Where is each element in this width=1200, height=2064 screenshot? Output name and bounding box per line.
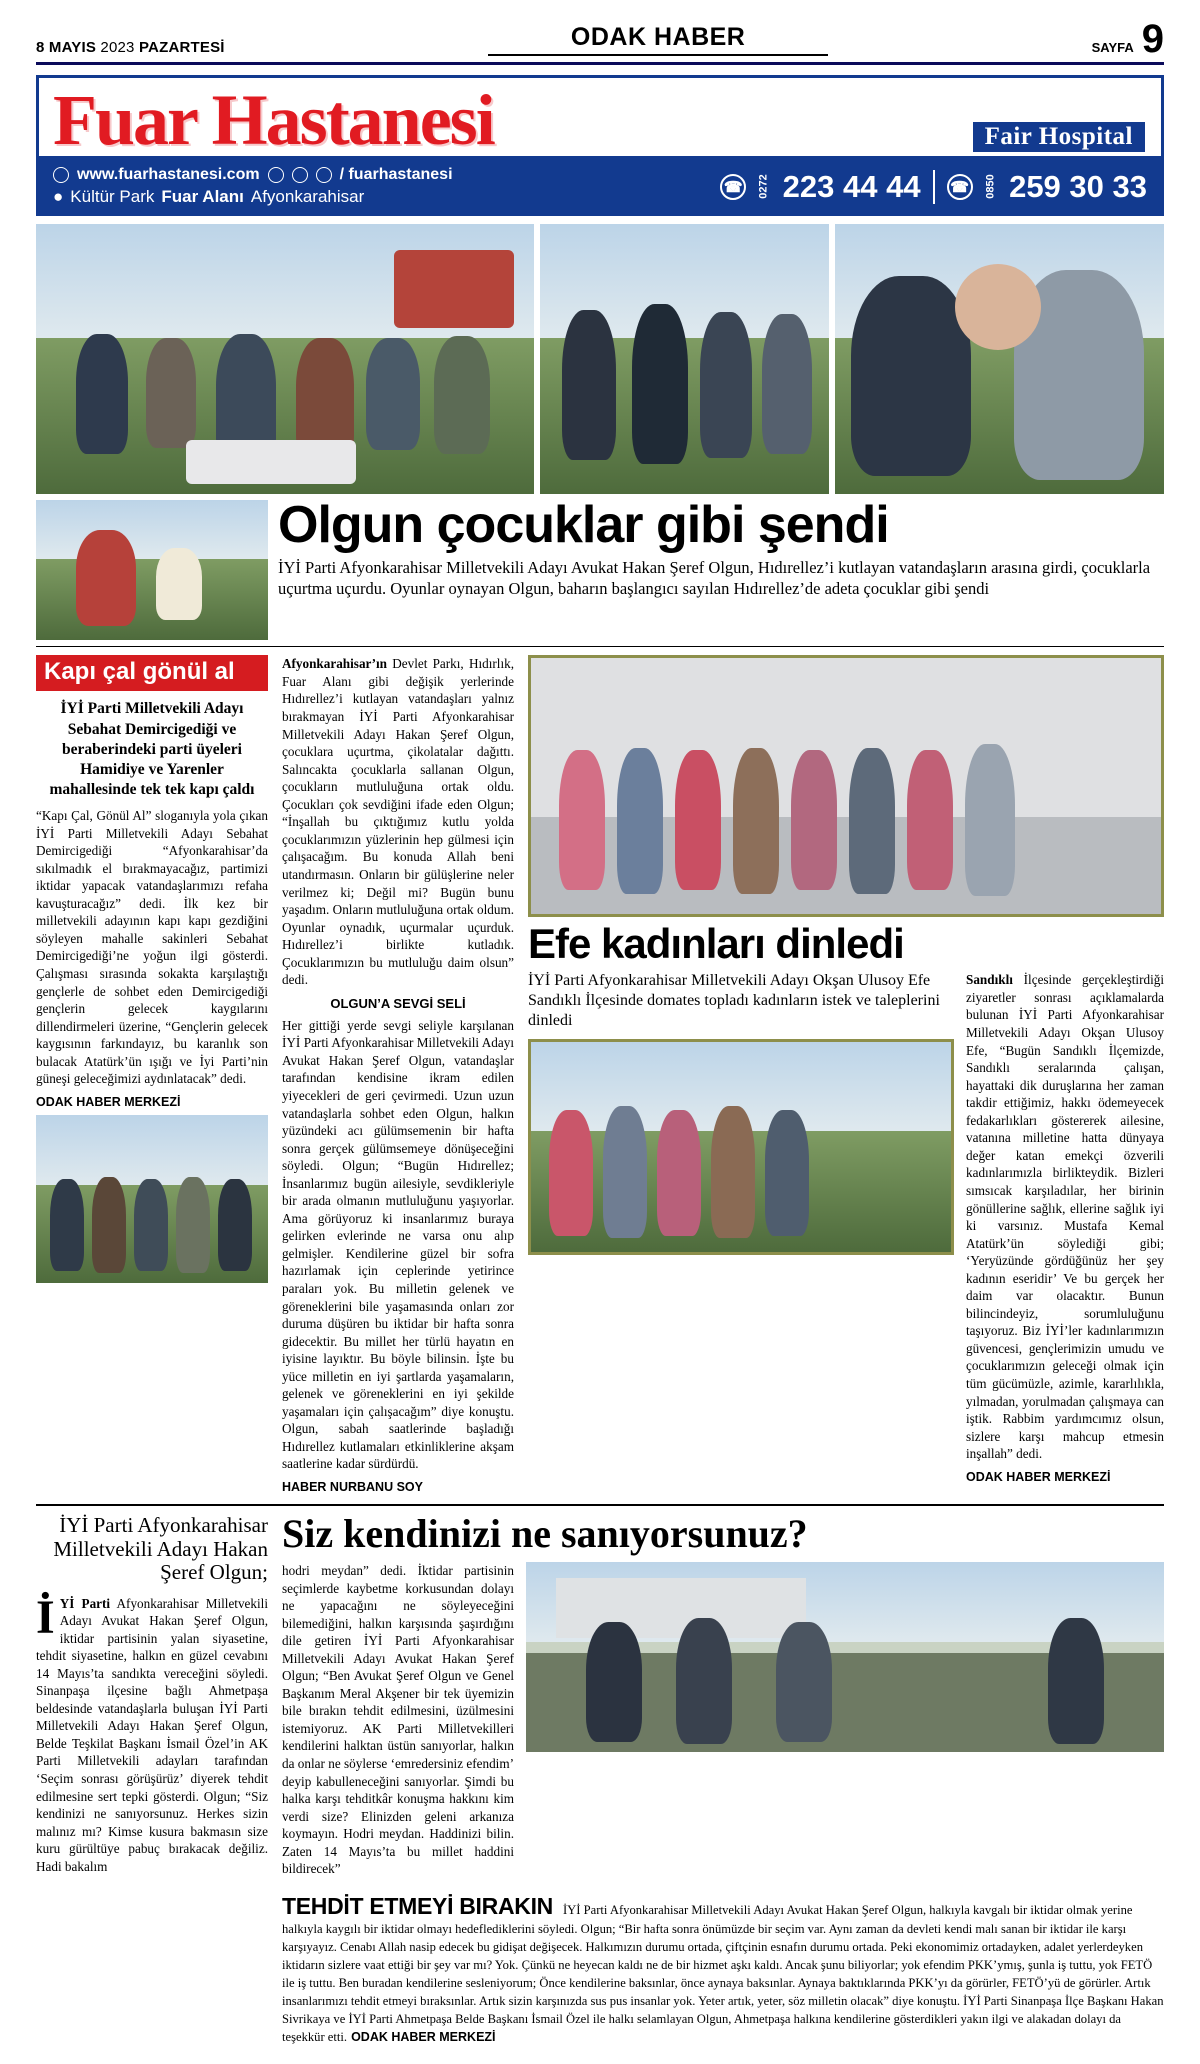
tehdit-title: TEHDİT ETMEYİ BIRAKIN	[282, 1892, 553, 1919]
advert-phone-2-number: 259 30 33	[1009, 168, 1147, 204]
advert-social-handle: / fuarhastanesi	[339, 166, 453, 184]
bottom-headline: Siz kendinizi ne sanıyorsunuz?	[282, 1511, 808, 1556]
tehdit-body: İYİ Parti Afyonkarahisar Milletvekili Adayı Avukat Hakan Şeref Olgun, halkıyla kavgalı bir iktidar olmak yerine halkıyla kaygılı bir iktidar olmayı hedeflediklerini söyledi. Olgun; “Bir hafta sonra önümüzde bir seçim var. Aynı zaman da devleti kendi malı sanan bir iktidar ile karşı karşıyayız. Cenabı Allah nasip edecek bu gidişat değişecek. Halkımızın durumu ortada, çiftçinin esnafın durumu ortada. Peki ekonomimiz ortadayken, adalet yerlerdeyken iktidarın sizlere vaat ettiği bir şey var mı? Yok. Çünkü ne heyecan kaldı ne de bir hizmet aşkı kaldı. Ancak şunu biliyorlar; yok efendim PKK’ymış, şunla iş tuttu, yok FETÖ ile iş tuttu. Ben buradan kendilerine sesleniyorum; Önce kendilerine baksınlar, önce aynaya baksınlar. Aynaya baktıklarında PKK’yı da görürler, FETÖ’yü de görürler. Artık insanlarımızı tehdit etmeyi bıraksınlar. Artık sizin karşınızda sus pus insanlar yok. Yeter artık, yeter, söz milletin olacak” diye konuştu. İYİ Parti Sinanpaşa İlçe Başkanı Hakan Sivrikaya ve İYİ Parti Ahmetpaşa Belde Başkanı İsmail Özel ile halkı selamlayan Olgun, Ahmetpaşa halkına kendilerine gösterdikleri yakın ilgi ve alakadan dolayı da teşekkür etti.	[282, 1902, 1164, 2044]
date-year: 2023	[100, 39, 135, 56]
masthead-rule	[36, 62, 1164, 65]
advertisement[interactable]	[36, 75, 1164, 216]
photo-candidate-with-family	[835, 224, 1164, 494]
photo-candidate-walking-crowd	[540, 224, 829, 494]
globe-icon	[53, 167, 69, 183]
efe-body: Sandıklı İlçesinde gerçekleştirdiği ziyaretler sonrası açıklamalarda bulunan İYİ Parti Afyonkarahisar Milletvekili Adayı Okşan Ulusoy Efe, “Bugün Sandıklı İlçemizde, Sandıklı seralarında çalışan, hayattaki dik duruşlarına her zaman takdir ettiğimiz, hakkı ödemeyecek fedakarlıkları göstererek ailesine, vatanına milletine hatta dünyaya değer katan emekçi özverili kadınlarımızla birlikteydik. Bizleri sımsıcak karşıladılar, her birinin gönüllerine sağlık, ellerine sağlık iyi ki varsınız. Mustafa Kemal Atatürk’ün söylediği gibi; ‘Yeryüzünde gördüğünüz her şey kadının eseridir’ Ve bu gerçek her daim var olacaktır. Bunun bilincindeyiz, sorumluluğunu taşıyoruz. Biz İYİ’ler kadınlarımızın güvencesi, gençlerimizin umudu ve çocuklarımızın geleceği olmak için tüm gücümüzle, azimle, kararlılıkla, yılmadan, yorulmadan çalışmaya can iştik. Rabbim yardımcımız olsun, sizlere karşı mahcup etmesin inşallah” dedi.	[966, 972, 1164, 1462]
phone-icon: ☎	[720, 174, 746, 200]
advert-phone-1-code: 0272	[757, 174, 770, 200]
advert-phone-2-code: 0850	[984, 174, 997, 200]
advert-address-row	[53, 187, 706, 207]
date-day: 8 MAYIS	[36, 39, 97, 56]
date-weekday: PAZARTESİ	[138, 39, 225, 56]
bottom-standfirst-column	[36, 1514, 268, 2046]
photo-child-kite	[36, 500, 268, 640]
advert-top	[39, 78, 1161, 160]
advert-phone-2[interactable]	[947, 169, 1147, 205]
bottom-main-column	[282, 1511, 1164, 2046]
photo-women-field	[528, 1039, 954, 1255]
efe-columns	[528, 971, 1164, 1483]
tehdit-block	[282, 1893, 1164, 2046]
kapi-body: “Kapı Çal, Gönül Al” sloganıyla yola çıkan İYİ Parti Milletvekili Adayı Sebahat Demircigediği “Afyonkarahisar’da sıkılmadık el bırakmayacağız, partimizi iktidar yapacak vatandaşlarımızı refaha kavuşturacağız” dedi. İlk kez bir milletvekili adayının kapı kapı gezdiğini söyleyen mahalle sakinleri Sebahat Demircigediği’ne yoğun ilgi gösterdi. Çalışması sırasında sokakta karşılaştığı gençlerle de sohbet eden Demircigediği gençlerin gelecek kaygılarını dillendirmeleri üzerine, “Gençlerin gelecek kaygısının farkındayız, bu karanlık son bulacak Atatürk’ün ışığı ve İyi Parti’nin güneşi geleceğimizi aydınlatacak” dedi.	[36, 808, 268, 1087]
page-title: ODAK HABER	[570, 23, 746, 51]
phone-icon-2: ☎	[947, 174, 973, 200]
advert-subtitle: Fair Hospital	[973, 122, 1145, 152]
phone-divider	[933, 170, 935, 204]
advert-bottom	[39, 160, 1161, 213]
photo-women-group-indoor	[528, 655, 1164, 917]
twitter-icon	[268, 167, 284, 183]
body-grid	[36, 655, 1164, 1494]
lead-byline: HABER NURBANU SOY	[282, 1480, 423, 1494]
bottom-column-2-wrap	[282, 1562, 514, 1885]
top-photo-row	[36, 224, 1164, 494]
efe-lede: İYİ Parti Afyonkarahisar Milletvekili Adayı Okşan Ulusoy Efe Sandıklı İlçesinde domates topladı kadınların istek ve taleplerini dinledi	[528, 972, 940, 1030]
page-number-block	[1091, 17, 1164, 61]
bottom-story	[36, 1504, 1164, 2046]
bottom-column-2: hodri meydan” dedi. İktidar partisinin seçimlerde kaybetme korkusundan dolayı ne yapacağını ne söyleyeceğini bilemediğini, halkın karşısında şaşırdığını dile getiren İYİ Parti Afyonkarahisar Milletvekili Adayı Avukat Hakan Şeref Olgun; “Ben Avukat Şeref Olgun ve Genel Başkanım Meral Akşener bir tek üyemizin bile bırakın tehdit edilmesini, üzülmesini istemiyoruz. AK Parti Milletvekilleri kendilerini halktan üstün sanıyorlar, halkın da onlar ne söylerse ‘emredersiniz efendim’ deyip kabulleneceğini sanıyorlar. Şimdi bu halka karşı tehditkâr konuşma hakkını kim verdi size? Elinizden geleni arkanıza koymayın. Hodri meydan. Haddinizi bilin. Zaten 14 Mayıs’ta bu millet haddini bildirecek”	[282, 1563, 514, 1877]
column-kapi-story	[36, 655, 268, 1494]
efe-byline: ODAK HABER MERKEZİ	[966, 1469, 1111, 1484]
masthead-center	[225, 23, 1092, 56]
advert-website: www.fuarhastanesi.com	[77, 166, 260, 184]
lead-headline-text	[278, 496, 1164, 599]
efe-headline: Efe kadınları dinledi	[528, 920, 904, 968]
bottom-grid	[282, 1562, 1164, 1885]
page-label: SAYFA	[1091, 40, 1134, 55]
lead-paragraph-2: Her gittiği yerde sevgi seliyle karşılanan İYİ Parti Afyonkarahisar Milletvekili Adayı Avukat Hakan Şeref Olgun, vatandaşlar tarafından kendisine ikram edilen yiyecekleri de geri çevirmedi. Uzun uzun vatandaşlarla sohbet eden Olgun, halkın yüzündeki acı gülümsemenin bir hafta sonra gerçek gülümsemeye dönüşeceğini söyledi. Olgun; “Bugün Hıdırellez; İnsanlarımız bugün ailesiyle, sevdikleriyle bir arada olmanın mutluluğunu yaşıyorlar. Ama görüyoruz ki insanlarımız buraya gelirken evlerinde ne varsa onu alıp gelmişler. Kendilerine güzel bir sofra hazırlamak için ceplerinde yetirince paraları yok. Bu milletin gelenek ve göreneklerini bile yaşamasında onları zor duruma düşüren bu iktidar bir hafta sonra gidecektir. Bu millet her türlü hayatın en iyisine layıktır. Bu böyle bilinsin. İşte bu yüce milletin en iyi şartlarda yaşamaların, gelenek ve göreneklerini en iyi şekilde yaşamaları için çalışacağım” diye konuştu. Olgun, sabah saatlerinde başladığı Hıdırellez kutlamaları etkinliklerine akşam saatlerine kadar sürdürdü.	[282, 1017, 514, 1472]
issue-date	[36, 39, 225, 56]
lead-headline-band	[36, 496, 1164, 640]
advert-phone-1-number: 223 44 44	[782, 168, 921, 204]
efe-right-column	[966, 971, 1164, 1483]
advert-contact	[53, 166, 706, 207]
page-number: 9	[1141, 17, 1164, 61]
instagram-icon	[316, 167, 332, 183]
location-pin-icon: ●	[53, 187, 64, 207]
advert-website-row	[53, 166, 706, 184]
lead-paragraph-1: Afyonkarahisar’ın Devlet Parkı, Hıdırlık, Fuar Alanı gibi değişik yerlerinde Hıdırellez’i kutlayan vatandaşları yalnız bırakmayan İYİ Parti Afyonkarahisar Milletvekili Adayı Hakan Şeref Olgun, çocuklara uçurtma, çikolatalar dağıttı. Salıncakta çocuklarla sallanan Olgun, çocukların mutluluğuna ortak oldu. Çocukları çok sevdiğini ifade eden Olgun; “İnşallah bu çıktığımız kutlu yolda çocuklarımızın yüzlerinin hep gülmesi için çalışacağım. Bu konuda Allah beni utandırmasın. Onların bir gülüşlerine neler verilmez ki; Değil mi? Bugün bunu yaşadım. Onların mutluluğuna ortak oldum. Oyunlar oynadık, uçurmalar uçurduk. Hıdırellez’i birlikte kutladık. Çocuklarımızın bu mutluluğu daim olsun” dedi.	[282, 656, 514, 988]
kapi-kicker: İYİ Parti Milletvekili Adayı Sebahat Demircigediği ve beraberindeki parti üyeleri Hamidiye ve Yarenler mahallesinde tek tek kapı çaldı	[49, 700, 255, 798]
bottom-column-1: İYİ Parti Afyonkarahisar Milletvekili Adayı Avukat Hakan Şeref Olgun, iktidar partisinin yalan siyasetine, tehdit siyasetine, halkın en güzel cevabını 14 Mayıs’ta sandıkta vereceğini söyledi. Sinanpaşa ilçesine bağlı Ahmetpaşa beldesinde vatandaşlarla buluşan İYİ Parti Milletvekili Adayı Hakan Şeref Olgun, Belde Teşkilat Başkanı İsmail Özel’in AK Parti Milletvekili adayları tarafından ‘Seçim sonrası görüşürüz’ diyerek tehdit edilmesine sert tepki gösterdi. Olgun; “Siz kendinizi ne sanıyorsunuz. Herkes sizin malınız mı? Kimse kusura bakmasın size kuru gürültüye pabuç bırakacak değiliz. Hadi bakalım	[36, 1590, 268, 1874]
lead-headline: Olgun çocuklar gibi şendi	[278, 496, 889, 555]
lead-divider	[36, 646, 1164, 647]
photo-rally-crowd	[526, 1562, 1164, 1752]
advert-address-bold: Fuar Alanı	[161, 187, 244, 207]
advert-phones	[720, 169, 1147, 205]
advert-logo: Fuar Hastanesi	[53, 80, 494, 160]
title-underline	[488, 54, 828, 56]
masthead	[36, 17, 1164, 61]
advert-phone-1[interactable]	[720, 169, 920, 205]
kapi-title: Kapı çal gönül al	[36, 655, 268, 691]
photo-group-seated-outdoor	[36, 224, 534, 494]
bottom-byline: ODAK HABER MERKEZİ	[351, 2029, 496, 2044]
bottom-standfirst: İYİ Parti Afyonkarahisar Milletvekili Adayı Hakan Şeref Olgun;	[53, 1513, 268, 1585]
efe-left-column	[528, 971, 954, 1483]
lead-subhead: OLGUN’A SEVGİ SELİ	[330, 995, 466, 1011]
column-lead-text	[282, 655, 514, 1494]
facebook-icon	[292, 167, 308, 183]
advert-address-city: Afyonkarahisar	[250, 187, 365, 207]
advert-address-line: Kültür Park	[70, 187, 155, 207]
column-efe-story	[528, 655, 1164, 1494]
lead-lede: İYİ Parti Afyonkarahisar Milletvekili Adayı Avukat Hakan Şeref Olgun, Hıdırellez’i kutlayan vatandaşların arasına girdi, çocuklarla uçurtma uçurdu. Oyunlar oynayan Olgun, baharın başlangıcı sayılan Hıdırellez’de adeta çocuklar gibi şendi	[278, 558, 1151, 599]
kapi-byline: ODAK HABER MERKEZİ	[36, 1094, 181, 1109]
photo-young-people-group	[36, 1115, 268, 1283]
